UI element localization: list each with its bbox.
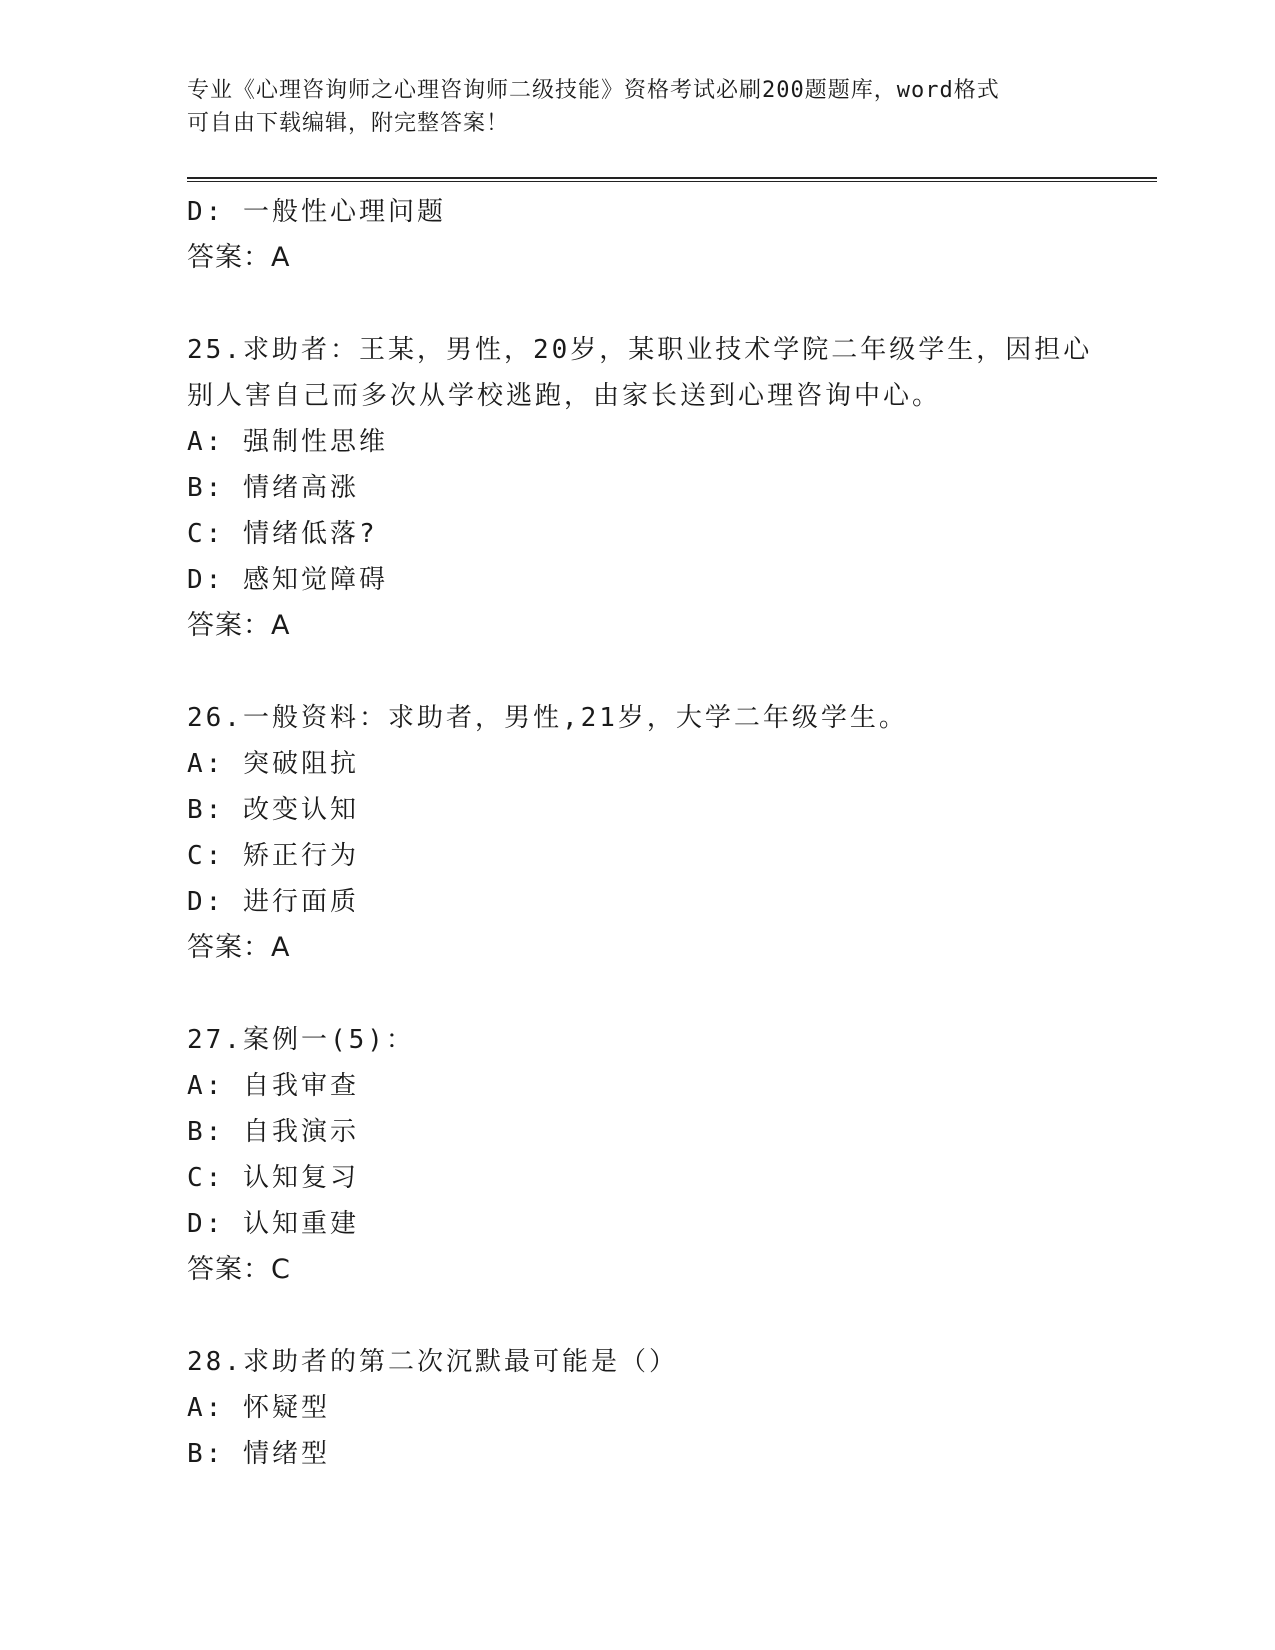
option-d: D: 认知重建 xyxy=(187,1209,359,1239)
option-a: A: 强制性思维 xyxy=(187,427,388,457)
option-a: A: 怀疑型 xyxy=(187,1393,330,1423)
header-line-1: 专业《心理咨询师之心理咨询师二级技能》资格考试必刷200题题库，word格式 xyxy=(187,78,1000,103)
option-d: D: 感知觉障碍 xyxy=(187,565,388,595)
question-stem: 别人害自己而多次从学校逃跑，由家长送到心理咨询中心。 xyxy=(187,381,942,411)
question-26 xyxy=(187,695,1087,971)
question-25 xyxy=(187,327,1093,649)
question-stem: 26.一般资料：求助者，男性,21岁，大学二年级学生。 xyxy=(187,703,908,733)
header-divider xyxy=(187,177,1157,182)
option-b: B: 情绪型 xyxy=(187,1439,330,1469)
question-stem: 28.求助者的第二次沉默最可能是（） xyxy=(187,1347,678,1377)
option-d: D: 进行面质 xyxy=(187,887,359,917)
option-c: C: 认知复习 xyxy=(187,1163,359,1193)
option-b: B: 自我演示 xyxy=(187,1117,359,1147)
option-c: C: 情绪低落? xyxy=(187,519,378,549)
question-gap xyxy=(187,1293,1087,1339)
question-content xyxy=(187,189,1093,1477)
question-gap xyxy=(187,649,1087,695)
document-header xyxy=(187,74,1087,140)
answer-line: 答案：A xyxy=(187,610,291,641)
question-gap xyxy=(187,281,1087,327)
question-28 xyxy=(187,1339,1087,1477)
question-gap xyxy=(187,971,1087,1017)
answer-line: 答案：A xyxy=(187,932,291,963)
option-b: B: 情绪高涨 xyxy=(187,473,359,503)
answer-line: 答案：C xyxy=(187,1254,291,1285)
question-stem: 27.案例一(5)： xyxy=(187,1025,415,1055)
option-a: A: 自我审查 xyxy=(187,1071,359,1101)
option-d: D: 一般性心理问题 xyxy=(187,197,446,227)
option-b: B: 改变认知 xyxy=(187,795,359,825)
question-stem: 25.求助者：王某，男性，20岁，某职业技术学院二年级学生，因担心 xyxy=(187,335,1093,365)
option-a: A: 突破阻抗 xyxy=(187,749,359,779)
option-c: C: 矫正行为 xyxy=(187,841,359,871)
header-line-2: 可自由下载编辑，附完整答案！ xyxy=(187,111,510,136)
question-27 xyxy=(187,1017,1087,1293)
answer-line: 答案：A xyxy=(187,242,291,273)
